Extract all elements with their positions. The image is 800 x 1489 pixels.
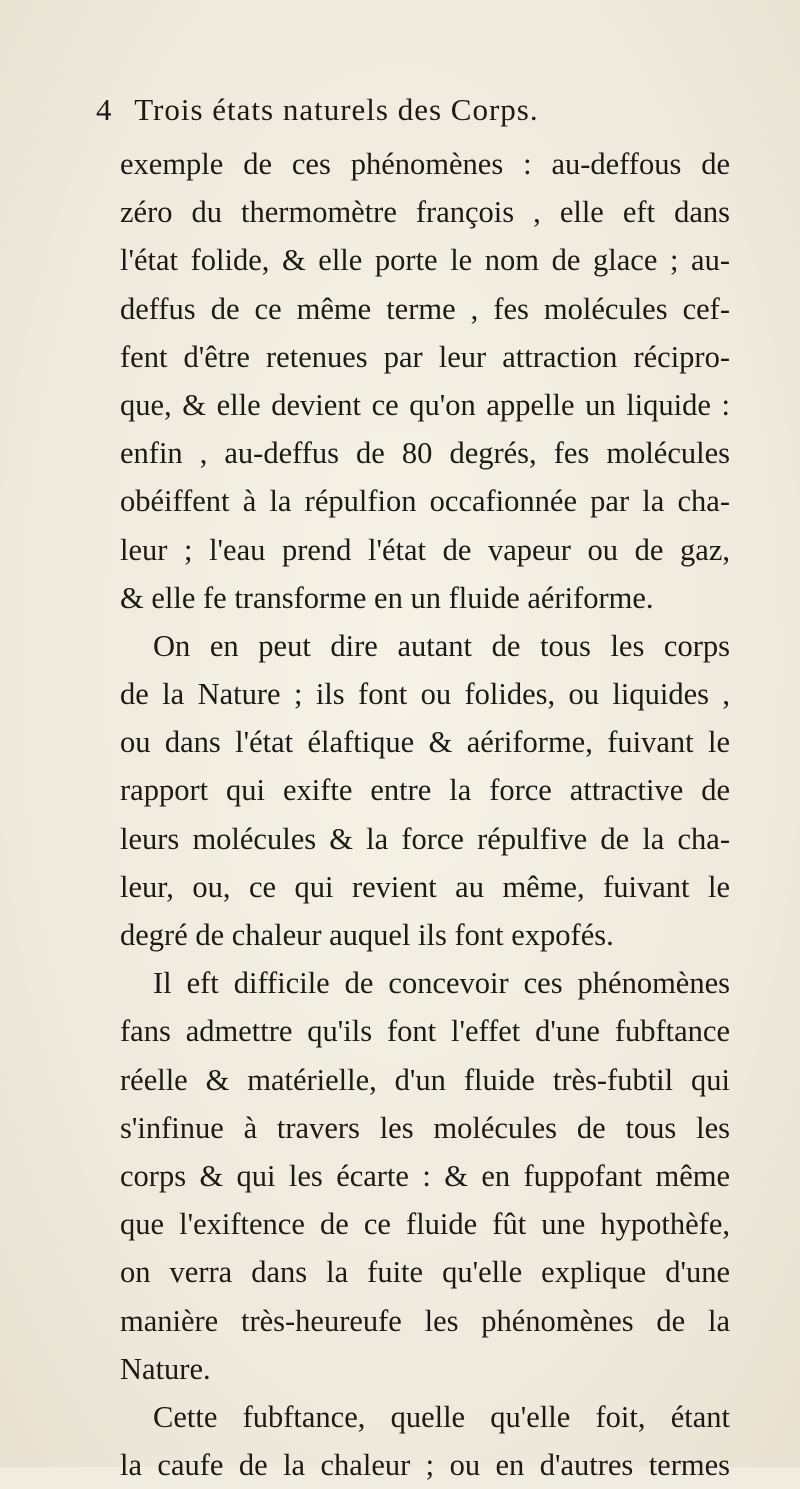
running-head [96, 92, 736, 136]
paragraph-start-line: On en peut dire autant de tous les corps [153, 628, 730, 663]
text-line: que, & elle devient ce qu'on appelle un liquide : [120, 387, 730, 422]
text-line: fans admettre qu'ils font l'effet d'une fubftance [120, 1014, 730, 1049]
paragraph-end-line: & elle fe transforme en un fluide aériforme. [120, 580, 654, 615]
text-line: de la Nature ; ils font ou folides, ou liquides , [120, 677, 730, 712]
text-line: la caufe de la chaleur ; ou en d'autres termes [120, 1448, 730, 1483]
text-line: l'état folide, & elle porte le nom de glace ; au- [120, 243, 730, 278]
paragraph-start-line: Cette fubftance, quelle qu'elle foit, étant [153, 1399, 730, 1434]
text-line: enfin , au-deffus de 80 degrés, fes molécules [120, 436, 730, 471]
text-line: s'infinue à travers les molécules de tous les [120, 1110, 730, 1145]
page-number: 4 [96, 92, 113, 127]
text-line: obéiffent à la répulfion occafionnée par la cha- [120, 484, 730, 519]
text-line: leur ; l'eau prend l'état de vapeur ou de gaz, [120, 532, 730, 567]
running-title: Trois états naturels des Corps. [134, 92, 539, 127]
text-line: fent d'être retenues par leur attraction récipro- [120, 339, 730, 374]
text-line: exemple de ces phénomènes : au-deffous de [120, 147, 730, 181]
text-line: que l'exiftence de ce fluide fût une hypothèfe, [120, 1207, 730, 1242]
text-line: rapport qui exifte entre la force attractive de [120, 773, 730, 808]
text-line: zéro du thermomètre françois , elle eft dans [120, 195, 730, 230]
paragraph-start-line: Il eft difficile de concevoir ces phénomènes [153, 966, 730, 1001]
text-line: on verra dans la fuite qu'elle explique d'une [120, 1255, 730, 1290]
text-line: ou dans l'état élaftique & aériforme, fuivant le [120, 725, 730, 760]
text-line: deffus de ce même terme , fes molécules cef- [120, 291, 730, 326]
paragraph-end-line: degré de chaleur auquel ils font expofés. [120, 918, 614, 952]
paragraph-end-line: Nature. [120, 1351, 211, 1386]
text-line: réelle & matérielle, d'un fluide très-fubtil qui [120, 1062, 730, 1097]
text-line: corps & qui les écarte : & en fuppofant même [120, 1158, 730, 1193]
text-line: leur, ou, ce qui revient au même, fuivant le [120, 869, 730, 904]
body-text [120, 140, 730, 1489]
text-line: manière très-heureufe les phénomènes de la [120, 1303, 730, 1338]
text-line: leurs molécules & la force répulfive de la cha- [120, 821, 730, 856]
